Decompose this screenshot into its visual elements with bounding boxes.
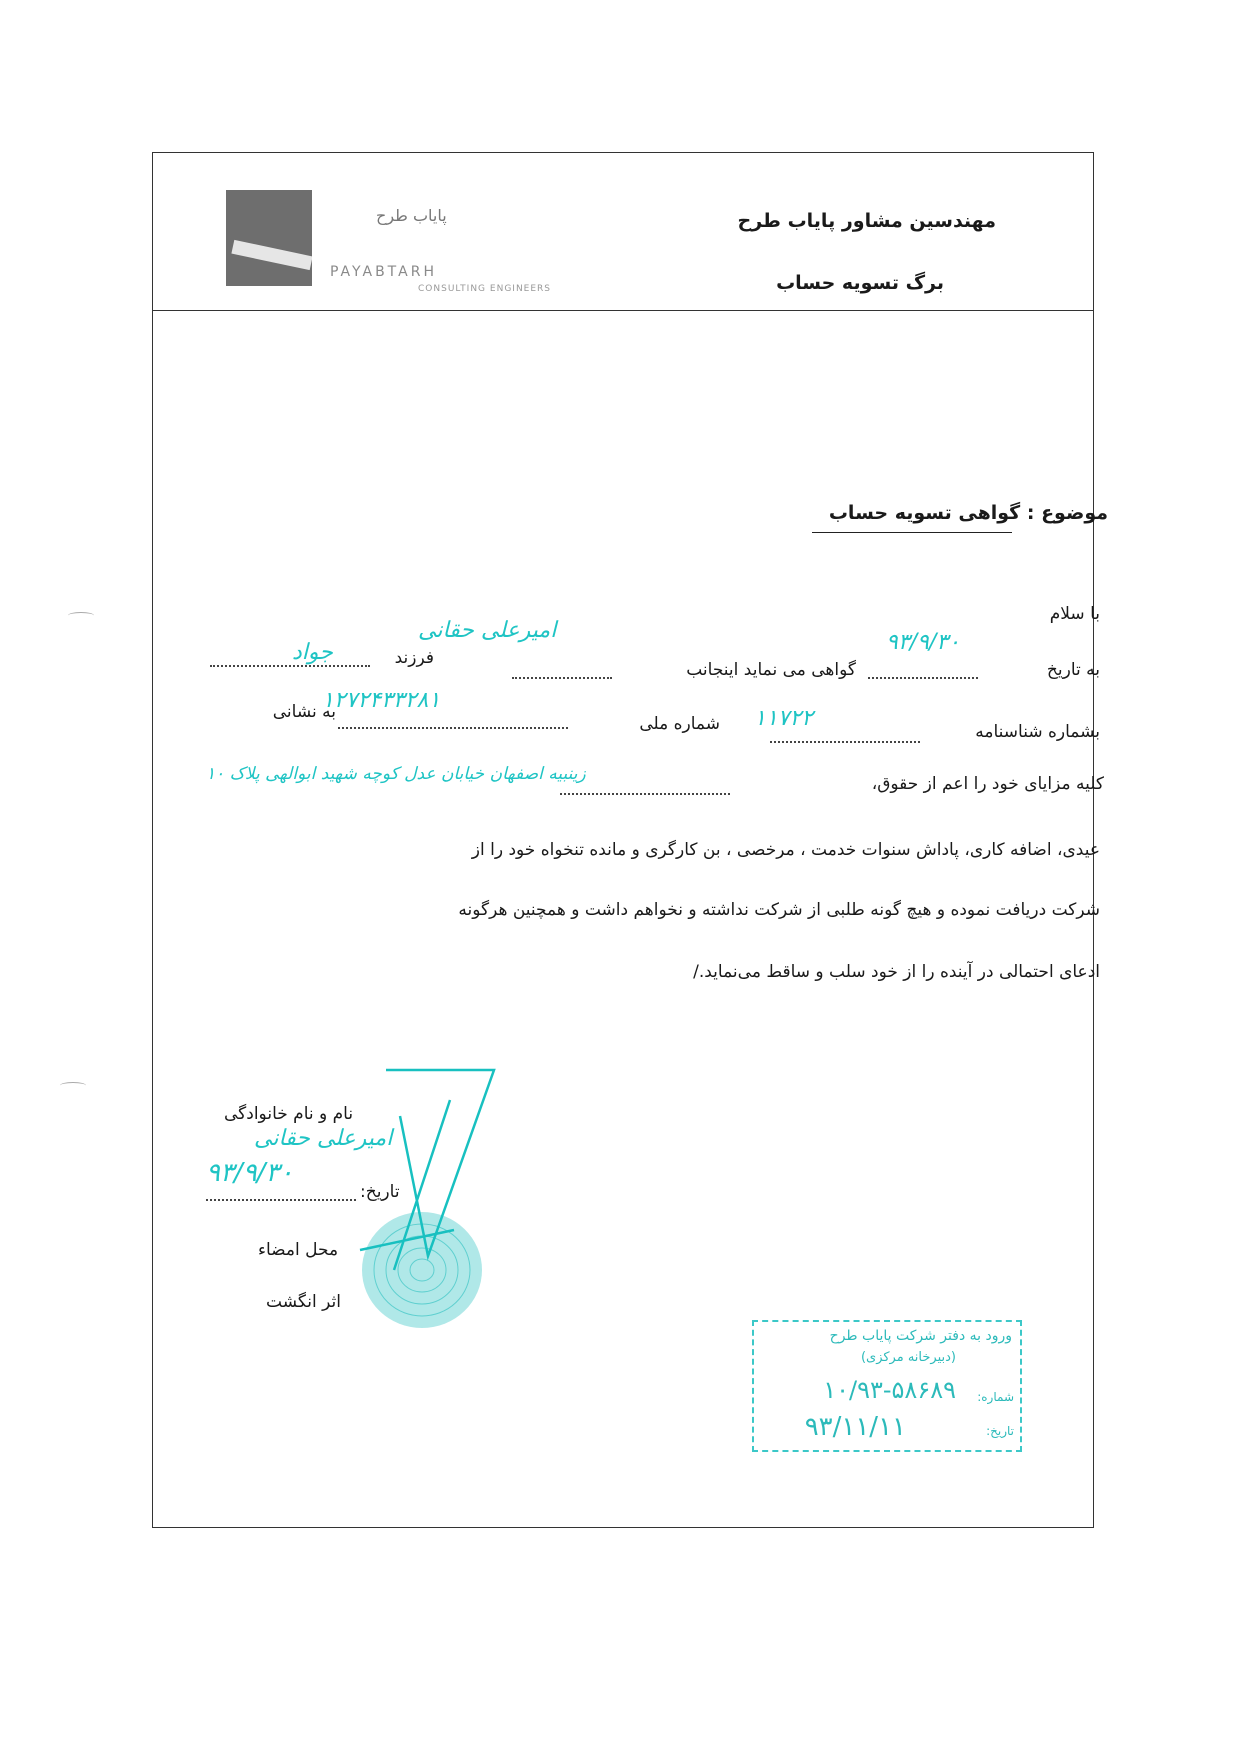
handwritten-id-number: ۱۱۷۲۲ [754,706,814,731]
form-title: برگ تسویه حساب [776,272,944,294]
greeting: با سلام [1049,604,1100,624]
company-logo-icon [226,190,312,286]
punch-hole-bottom [60,1082,86,1089]
line3-address-dots [560,792,730,795]
company-name: مهندسین مشاور پایاب طرح [737,210,996,232]
signature-place-label: محل امضاء [258,1240,339,1260]
line1-name-dots [512,676,612,679]
line2-id-dots [770,740,920,743]
handwritten-national-id: ۱۲۷۲۴۳۳۲۸۱ [322,688,441,713]
stamp-line1: ورود به دفتر شرکت پایاب طرح [829,1328,1012,1344]
stamp-number-label: شماره: [977,1390,1014,1404]
logo-subtitle: CONSULTING ENGINEERS [418,284,552,294]
stamp-number-value: ۱۰/۹۳-۵۸۶۸۹ [823,1376,956,1404]
signature-date-label: تاریخ: [360,1182,400,1202]
handwritten-name: امیرعلی حقانی [418,618,557,643]
line6-text: ادعای احتمالی در آینده را از خود سلب و ساقط می‌نماید./ [693,962,1100,982]
line2-id-label: بشماره شناسنامه [975,722,1100,742]
line1-middle: گواهی می نماید اینجانب [686,660,856,680]
signature-mark-icon [330,1060,520,1340]
registration-stamp [752,1320,1022,1452]
stamp-date-label: تاریخ: [986,1424,1014,1438]
line1-date-dots [868,676,978,679]
subject-line: موضوع : گواهی تسویه حساب [828,502,1108,524]
subject-underline [812,532,1012,533]
logo-name-fa: پایاب طرح [376,206,447,225]
stamp-date-value: ۹۳/۱۱/۱۱ [804,1412,906,1442]
signature-name-value: امیرعلی حقانی [254,1126,393,1151]
line4-text: عیدی، اضافه کاری، پاداش سنوات خدمت ، مرخصی ، بن کارگری و مانده تنخواه خود را از [471,840,1100,860]
line1-child-label: فرزند [394,648,434,668]
punch-hole-top [68,612,94,619]
line2-address-label: به نشانی [272,702,336,722]
signature-name-label: نام و نام خانوادگی [224,1104,354,1124]
stamp-line2: (دبیرخانه مرکزی) [860,1350,956,1365]
line1-father-dots [210,664,370,667]
handwritten-address: زینبیه اصفهان خیابان عدل کوچه شهید ابوالهی پلاک ۱۰ [206,764,586,784]
header-divider [152,310,1094,311]
signature-date-value: ۹۳/۹/۳۰ [206,1158,294,1188]
line1-date-label: به تاریخ [1046,660,1100,680]
line2-national-label: شماره ملی [639,714,720,734]
line3-text: کلیه مزایای خود را اعم از حقوق، [871,774,1104,794]
logo-name-en: PAYABTARH [330,264,437,280]
fingerprint-label: اثر انگشت [266,1292,341,1312]
line2-national-dots [338,726,568,729]
handwritten-date: ۹۳/۹/۳۰ [886,630,960,655]
handwritten-father: جواد [292,640,333,665]
line5-text: شرکت دریافت نموده و هیچ گونه طلبی از شرکت نداشته و نخواهم داشت و همچنین هرگونه [458,900,1100,920]
